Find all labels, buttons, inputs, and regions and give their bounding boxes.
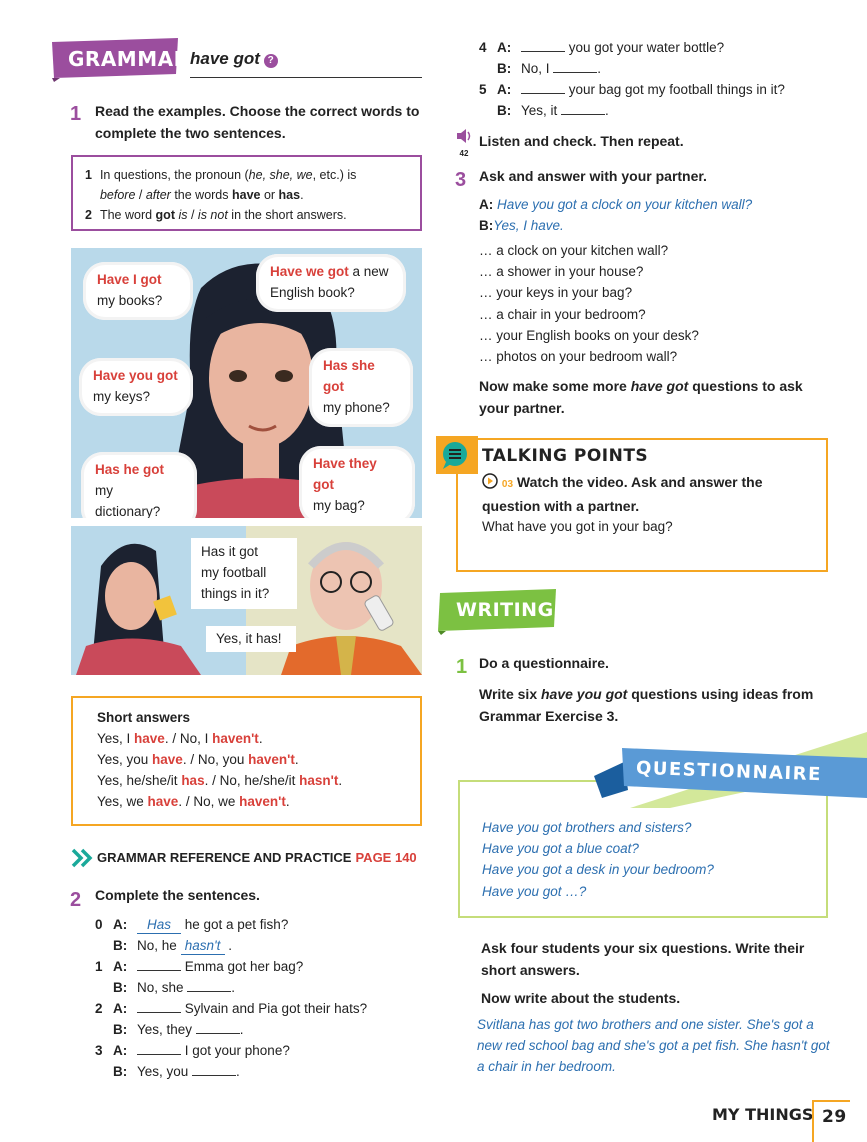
sa4-c: . / No, we <box>178 793 240 809</box>
bubble-4-question: Has she got <box>323 358 375 394</box>
ex3-example <box>479 194 752 236</box>
ex2-item-5-a-text: your bag got my football things in it? <box>565 82 785 97</box>
ex2-item-0-b-text: No, he <box>137 938 181 953</box>
sa1-b: have <box>134 730 165 746</box>
writing-banner-label: WRITING <box>456 599 554 621</box>
sa4-d: haven't <box>239 793 286 809</box>
bubble-7-line2: my football <box>201 564 267 580</box>
rule-1-c: , etc.) is <box>312 168 357 182</box>
bubble-yes-it-has: Yes, it has! <box>206 626 296 652</box>
ex3-example-question: Have you got a clock on your kitchen wall? <box>497 197 753 212</box>
sa3-d: hasn't <box>299 772 339 788</box>
rule-1-g: the words <box>170 188 232 202</box>
ex2-item-3-b-label: B: <box>113 1064 128 1079</box>
ex2-item-5-b-blank[interactable] <box>561 101 605 115</box>
ex2-item-5-a-blank[interactable] <box>521 80 565 94</box>
sa1-a: Yes, I <box>97 730 135 746</box>
bubble-5-question: Has he got <box>95 462 165 477</box>
short-answers-box <box>71 696 422 826</box>
ex2-item-2-b-label: B: <box>113 1022 128 1037</box>
grammar-banner-label: GRAMMAR <box>68 47 190 71</box>
ex2-item-2-a-text: Sylvain and Pia got their hats? <box>181 1001 368 1016</box>
ex2-item-1-b-text: No, she <box>137 980 188 995</box>
ex3-example-b <box>479 215 752 236</box>
ex2-item-0-a-label: A: <box>113 917 128 932</box>
talking-points-title: TALKING POINTS <box>482 446 649 466</box>
bubble-have-you-got <box>79 358 193 416</box>
play-icon <box>482 473 498 489</box>
grammar-title: have got <box>190 49 260 68</box>
prompt-item: … photos on your bedroom wall? <box>479 349 678 365</box>
writing-ask: Ask four students your six questions. Write their short answers. <box>481 940 805 978</box>
rule-1-j: has <box>278 188 301 202</box>
writing-task <box>479 684 829 727</box>
footer-section: MY THINGS <box>712 1105 814 1124</box>
short-answer-row-2 <box>97 750 396 771</box>
questionnaire-questions <box>482 817 714 902</box>
questionnaire-item: Have you got brothers and sisters? <box>482 820 692 835</box>
ex2-item-0-b-label: B: <box>113 938 128 953</box>
sa1-e: . <box>258 730 263 746</box>
footer-page-wrap <box>812 1100 850 1142</box>
ex2-item-1-a-blank[interactable] <box>137 957 181 971</box>
bubble-2-rest1: a new <box>348 264 389 279</box>
rule-1-h: have <box>231 188 261 202</box>
ex2-item-5-number: 5 <box>479 82 487 97</box>
bubble-3-rest: my keys? <box>93 388 151 404</box>
ex3-more-c: questions to ask your partner. <box>479 378 803 416</box>
ex3-example-answer: Yes, I have. <box>493 218 564 233</box>
ex2-item-3-a-text: I got your phone? <box>181 1043 290 1058</box>
rule-2-number: 2 <box>85 208 92 222</box>
grammar-title-row <box>190 46 422 78</box>
ex3-prompts <box>479 240 699 367</box>
rule-2-g: in the short answers. <box>227 208 347 222</box>
ex2-item-1-b <box>95 977 425 998</box>
writing-ex1-instruction: Do a questionnaire. <box>479 655 609 671</box>
prompt-item: … a shower in your house? <box>479 264 644 280</box>
sa1-d: haven't <box>212 730 259 746</box>
sa3-b: has <box>181 772 205 788</box>
rule-2-text <box>100 205 347 225</box>
sa2-a: Yes, you <box>97 751 153 767</box>
prompt-item: … your English books on your desk? <box>479 327 699 343</box>
ex2-item-0-b <box>95 935 425 956</box>
ex2-item-5-b-post: . <box>605 103 609 118</box>
ex2-item-3-a-label: A: <box>113 1043 128 1058</box>
questionnaire-item: Have you got a desk in your bedroom? <box>482 862 714 878</box>
bubble-has-he-got <box>81 452 197 518</box>
writing-task-a: Write six <box>479 686 541 702</box>
ex3-example-a <box>479 194 752 215</box>
sa4-e: . <box>285 793 290 809</box>
rule-1-i: or <box>260 188 279 202</box>
ex2-item-0-b-answer[interactable]: hasn't <box>181 939 225 955</box>
ex2-item-5-a-label: A: <box>497 82 512 97</box>
ex2-item-5-b-label: B: <box>497 103 512 118</box>
bubble-4-rest: my phone? <box>323 399 390 415</box>
ex2-item-0-number: 0 <box>95 917 103 932</box>
sa2-d: haven't <box>248 751 295 767</box>
sa3-e: . <box>338 772 343 788</box>
bubble-has-she-got <box>309 348 413 427</box>
ex1-number: 1 <box>70 103 82 125</box>
ex2-item-0-b-post: . <box>224 938 233 953</box>
ex2-item-3-b-text: Yes, you <box>137 1064 193 1079</box>
ex2-instruction: Complete the sentences. <box>95 887 260 903</box>
ex2-item-4-b-text: No, I <box>521 61 554 76</box>
ex3-more-b: have got <box>630 378 689 394</box>
ex2-item-3-number: 3 <box>95 1043 103 1058</box>
rule-2-a: The word <box>99 208 156 222</box>
sa4-a: Yes, we <box>97 793 148 809</box>
chat-bubble-icon <box>436 436 478 474</box>
talking-points-instruction <box>482 472 812 517</box>
questionnaire-item: Have you got …? <box>482 883 587 899</box>
rule-1-k: . <box>300 188 304 202</box>
rule-2-choice-a[interactable]: is <box>178 208 188 222</box>
ex2-item-0-a-answer[interactable]: Has <box>137 918 181 934</box>
video-number: 03 <box>501 479 514 490</box>
ex2-item-1-number: 1 <box>95 959 103 974</box>
rule-1-sep: / <box>135 188 146 202</box>
ex2-item-1-b-post: . <box>231 980 236 995</box>
ex2-item-0-a-text: he got a pet fish? <box>181 917 289 932</box>
prompt-item: … a clock on your kitchen wall? <box>479 243 669 258</box>
writing-ex1-number: 1 <box>456 656 468 678</box>
ex3-a-label: A: <box>479 197 494 212</box>
ex2-item-4-a-text: you got your water bottle? <box>565 40 725 55</box>
bubble-6-rest: my bag? <box>313 497 365 513</box>
audio-button[interactable] <box>454 128 474 159</box>
rule-2-choice-b[interactable]: is not <box>197 208 228 222</box>
ex2-items <box>95 914 425 1082</box>
questionnaire-item: Have you got a blue coat? <box>482 841 639 857</box>
short-answer-row-3 <box>97 771 396 792</box>
rule-2-b: got <box>155 208 175 222</box>
bubble-5-rest1: my <box>95 482 113 498</box>
bubble-1-question: Have I got <box>97 272 162 287</box>
rules-box <box>71 155 422 231</box>
ex2-item-4-a <box>479 37 839 58</box>
speaker-icon <box>455 128 473 144</box>
ex3-b-label: B: <box>479 218 494 233</box>
bubble-have-i-got <box>83 262 193 320</box>
short-answer-row-4 <box>97 792 396 813</box>
talking-points-icon-wrap <box>436 436 478 474</box>
ex2-item-4-a-blank[interactable] <box>521 38 565 52</box>
ex2-item-4-number: 4 <box>479 40 487 55</box>
ex2-item-5-a <box>479 79 839 100</box>
ex2-item-5-b <box>479 100 839 121</box>
video-button[interactable] <box>482 473 498 496</box>
writing-task-b: have you got <box>541 686 628 702</box>
ex2-item-4-b <box>479 58 839 79</box>
bubble-2-question: Have we got <box>270 264 349 279</box>
talking-points-question: What have you got in your bag? <box>482 519 673 534</box>
ex3-number: 3 <box>455 169 467 191</box>
rule-2 <box>85 205 408 225</box>
info-icon[interactable]: ? <box>264 54 278 68</box>
ex3-more <box>479 376 829 419</box>
rule-1-number: 1 <box>85 168 92 182</box>
rule-1-a: In questions, the pronoun ( <box>99 168 249 182</box>
grammar-reference-text: GRAMMAR REFERENCE AND PRACTICE <box>97 850 352 866</box>
ex2-item-5-b-text: Yes, it <box>521 103 562 118</box>
page-number: 29 <box>822 1107 847 1127</box>
bubble-6-question: Have they got <box>313 456 377 492</box>
ex2-item-3-b-post: . <box>236 1064 240 1079</box>
rule-1-b: he, she, we <box>248 168 313 182</box>
writing-now: Now write about the students. <box>481 990 681 1006</box>
ex2-items-continued <box>479 37 839 121</box>
bubble-has-it-got <box>191 538 297 609</box>
writing-task-c: questions using ideas from Grammar Exercise 3. <box>479 686 814 724</box>
prompt-item: … your keys in your bag? <box>479 285 633 301</box>
bubble-have-they-got <box>299 446 415 518</box>
sa3-c: . / No, he/she/it <box>204 772 300 788</box>
rule-1 <box>85 165 408 205</box>
ex2-item-2-number: 2 <box>95 1001 103 1016</box>
bubble-7-line1: Has it got <box>201 544 259 559</box>
writing-banner <box>438 589 558 635</box>
ex2-item-2-b-post: . <box>239 1022 244 1037</box>
ex3-instruction: Ask and answer with your partner. <box>479 168 707 184</box>
rule-2-sep: / <box>187 208 198 222</box>
ex2-item-1-a-label: A: <box>113 959 128 974</box>
audio-track-number: 42 <box>459 149 469 159</box>
sa1-c: . / No, I <box>164 730 213 746</box>
short-answers-title: Short answers <box>97 710 191 725</box>
double-chevron-icon <box>71 848 93 868</box>
short-answer-row-1 <box>97 729 396 750</box>
ex3-more-a: Now make some more <box>479 378 631 394</box>
ex2-item-4-a-label: A: <box>497 40 512 55</box>
ex2-item-3-b-blank[interactable] <box>192 1062 236 1076</box>
ex2-item-2-b <box>95 1019 425 1040</box>
grammar-reference-page: PAGE 140 <box>355 850 417 866</box>
ex2-item-2-a <box>95 998 425 1019</box>
bubble-1-rest: my books? <box>97 292 163 308</box>
sa3-a: Yes, he/she/it <box>97 772 182 788</box>
ex2-item-1-b-blank[interactable] <box>187 978 231 992</box>
ex2-item-2-b-text: Yes, they <box>137 1022 196 1037</box>
ex2-item-1-b-label: B: <box>113 980 128 995</box>
ex2-item-4-b-post: . <box>597 61 602 76</box>
illustration-girl <box>71 248 422 518</box>
rule-1-choice-b[interactable]: after <box>145 188 171 202</box>
ex2-item-4-b-blank[interactable] <box>553 59 597 73</box>
listen-instruction: Listen and check. Then repeat. <box>479 133 684 149</box>
writing-example: Svitlana has got two brothers and one sister. She's got a new red school bag and she's got a pet fish. She hasn't got a chair in her bedroom. <box>477 1017 830 1074</box>
bubble-3-question: Have you got <box>93 368 178 383</box>
talking-points-instruction-text: Watch the video. Ask and answer the question with a partner. <box>482 474 763 514</box>
ex2-number: 2 <box>70 889 82 911</box>
prompt-item: … a chair in your bedroom? <box>479 306 646 322</box>
ex2-item-1-a <box>95 956 425 977</box>
sa2-c: . / No, you <box>182 751 249 767</box>
ex2-item-2-a-label: A: <box>113 1001 128 1016</box>
questionnaire-ribbon <box>594 746 867 798</box>
ex2-item-2-b-blank[interactable] <box>196 1020 240 1034</box>
grammar-banner <box>52 38 190 82</box>
ex2-item-2-a-blank[interactable] <box>137 999 181 1013</box>
ex1-instruction: Read the examples. Choose the correct words to complete the two sentences. <box>95 103 420 142</box>
ex2-item-3-a-blank[interactable] <box>137 1041 181 1055</box>
sa4-b: have <box>147 793 179 809</box>
rule-1-text <box>100 165 356 205</box>
bubble-5-rest: dictionary? <box>95 503 161 518</box>
ex2-item-4-b-label: B: <box>497 61 512 76</box>
ex2-item-3-b <box>95 1061 425 1082</box>
bubble-have-we-got <box>256 254 406 312</box>
grammar-reference-link[interactable] <box>71 848 417 868</box>
questionnaire-label: QUESTIONNAIRE <box>635 757 823 786</box>
ex2-item-1-a-text: Emma got her bag? <box>181 959 304 974</box>
illustration-phone-call <box>71 526 422 675</box>
ex2-item-0-a <box>95 914 425 935</box>
bubble-7-line3: things in it? <box>201 585 270 601</box>
bubble-2-rest: English book? <box>270 284 355 300</box>
sa2-e: . <box>294 751 299 767</box>
ex2-item-3-a <box>95 1040 425 1061</box>
rule-1-choice-a[interactable]: before <box>99 188 136 202</box>
sa2-b: have <box>152 751 183 767</box>
